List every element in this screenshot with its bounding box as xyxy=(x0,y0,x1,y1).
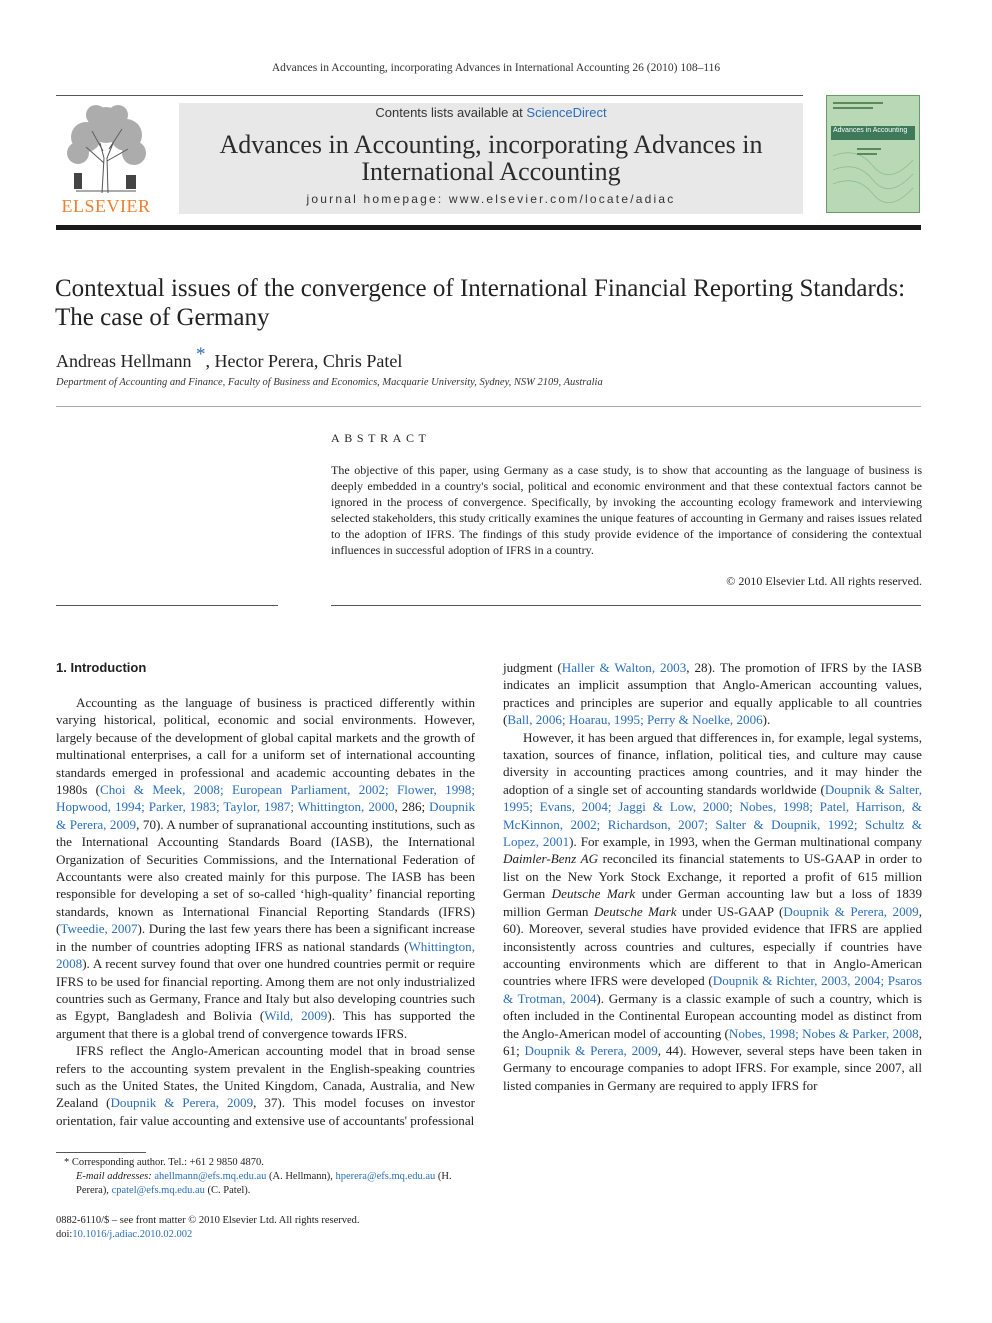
citation-link[interactable]: Doupnik & Salter, 1995; Evans, 2004; Jaggi & Low, 2000; Nobes, 1998; Patel, Harrison, & McKinnon, 2002; Richardson, 2007; Salter & Doupnik, 1992; Schultz & Lopez, 2001 xyxy=(503,781,922,850)
text-run: However, it has been argued that differences in, for example, legal systems, taxation, sources of finance, inflation, political ties, and culture may cause diversity in accounting practices among countries, and it may hinder the adoption of a single set of accounting standards worldwide ( xyxy=(503,729,922,797)
email-link[interactable]: hperera@efs.mq.edu.au xyxy=(335,1171,436,1182)
text-run: ). This has supported the argument that there is a global trend of convergence towards IFRS. xyxy=(56,1008,475,1041)
divider-right xyxy=(331,605,921,606)
paragraph xyxy=(503,729,922,1095)
cover-title-strip xyxy=(831,126,915,140)
journal-title: Advances in Accounting, incorporating Advances in International Accounting xyxy=(219,130,763,186)
email-link[interactable]: cpatel@efs.mq.edu.au xyxy=(111,1185,205,1196)
homepage-link[interactable]: www.elsevier.com/locate/adiac xyxy=(448,192,676,206)
divider-left xyxy=(56,605,278,606)
text-run: , 37). This model focuses on investor orientation, fair value accounting and extensive use of accountants' professional xyxy=(56,1095,475,1128)
text-run: ). xyxy=(762,712,771,728)
authors-rest: , Hector Perera, Chris Patel xyxy=(205,351,403,371)
contents-line xyxy=(179,105,803,120)
masthead-thick-rule xyxy=(56,225,921,230)
abstract-text: The objective of this paper, using Germany as a case study, is to show that accounting as the language of business is deeply embedded in a country's social, political and economic environment and that these contextual factors cannot be ignored in the process of convergence. Specifically, by invoking the accounting ecology framework and interviewing selected stakeholders, this study critically examines the unique features of accounting in Germany and raises issues related to the adoption of IFRS. The findings of this study provide evidence of the importance of considering the contextual influences in successful adoption of IFRS in a country. xyxy=(331,463,922,557)
journal-banner xyxy=(179,103,803,214)
italic-run: Deutsche Mark xyxy=(593,903,677,919)
email-owner: (H. Perera), xyxy=(76,1171,452,1196)
text-run: , 60). Moreover, several studies have provided evidence that IFRS are applied inconsistently across countries and cultures, especially if countries have accounting environments which are different to that in Anglo-American countries where IFRS were developed ( xyxy=(503,903,922,989)
text-run: ). Germany is a classic example of such a country, which is often included in the Continental European accounting model as distinct from the Anglo-American model of accounting ( xyxy=(503,990,922,1041)
contents-prefix: Contents lists available at xyxy=(375,105,527,120)
paragraph-continued xyxy=(503,659,922,729)
running-head: Advances in Accounting, incorporating Advances in International Accounting 26 (2010) 108–116 xyxy=(271,62,721,74)
paragraph xyxy=(56,694,475,1042)
text-run: IFRS reflect the Anglo-American accounting model that in broad sense refers to the accounting system prevalent in the English-speaking countries such as the United States, the United Kingdom, Canada, Australia, and New Zealand ( xyxy=(56,1043,475,1111)
text-run: , 28). The promotion of IFRS by the IASB indicates an implicit assumption that Anglo-American accounting values, practices and principles are superior and equally applicable to all countries ( xyxy=(503,660,923,728)
body-column-right xyxy=(503,659,922,1094)
citation-link[interactable]: Doupnik & Perera, 2009 xyxy=(56,799,475,832)
sciencedirect-link[interactable]: ScienceDirect xyxy=(526,105,607,120)
doi-line xyxy=(56,1228,360,1242)
text-run: , 70). A number of supranational accounting institutions, such as the International Accounting Standards Board (IASB), the International Organization of Securities Commissions, and the International Federation of Accountants were also created mainly for this purpose. The IASB has been responsible for developing a set of so-called ‘high-quality’ financial reporting standards, known as International Financial Reporting Standards (IFRS) ( xyxy=(56,816,475,937)
issn-line: 0882-6110/$ – see front matter © 2010 Elsevier Ltd. All rights reserved. xyxy=(56,1215,360,1226)
text-run: under German accounting law but a loss of 1839 million German xyxy=(503,886,923,919)
text-run: , 61; xyxy=(503,1025,922,1058)
paragraph xyxy=(56,1042,475,1129)
cover-pattern-icon xyxy=(827,96,919,212)
text-run: reconciled its financial statements to US-GAAP in order to list on the New York Stock Exchange, it reported a profit of 615 million German xyxy=(503,851,922,902)
citation-link[interactable]: Doupnik & Richter, 2003, 2004; Psaros & Trotman, 2004 xyxy=(503,973,922,1006)
corresponding-author-marker[interactable]: * xyxy=(195,344,206,365)
journal-cover-image[interactable] xyxy=(826,95,920,213)
citation-link[interactable]: Tweedie, 2007 xyxy=(60,921,138,937)
footnote-emails xyxy=(56,1170,476,1198)
citation-link[interactable]: Ball, 2006; Hoarau, 1995; Perry & Noelke, 2006 xyxy=(507,712,763,728)
doi-link[interactable]: 10.1016/j.adiac.2010.02.002 xyxy=(72,1229,193,1240)
text-run: judgment ( xyxy=(503,660,562,675)
citation-link[interactable]: Nobes, 1998; Nobes & Parker, 2008 xyxy=(728,1025,919,1041)
citation-link[interactable]: Whittington, 2008 xyxy=(56,938,475,972)
text-run: , 44). However, several steps have been taken in Germany to encourage companies to adopt IFRS. For example, since 2007, all listed companies in Germany are required to apply IFRS for xyxy=(503,1042,922,1093)
masthead-top-rule xyxy=(56,95,803,96)
publisher-logo[interactable] xyxy=(56,103,156,215)
citation-link[interactable]: Choi & Meek, 2008; European Parliament, 2002; Flower, 1998; Hopwood, 1994; Parker, 1983; Taylor, 1987; Whittington, 2000 xyxy=(56,782,475,815)
italic-run: Deutsche Mark xyxy=(551,886,636,902)
text-run: , 286; xyxy=(394,799,430,815)
citation-link[interactable]: Doupnik & Perera, 2009 xyxy=(524,1042,658,1058)
section-heading: 1. Introduction xyxy=(56,660,147,675)
email-owner: (A. Hellmann), xyxy=(266,1171,336,1182)
text-run: ). During the last few years there has been a significant increase in the number of countries adopting IFRS as national standards ( xyxy=(56,921,475,954)
authors xyxy=(56,344,402,372)
email-owner: (C. Patel). xyxy=(204,1185,251,1196)
elsevier-wordmark: ELSEVIER xyxy=(61,196,151,216)
copyright: © 2010 Elsevier Ltd. All rights reserved. xyxy=(726,574,922,588)
email-link[interactable]: ahellmann@efs.mq.edu.au xyxy=(154,1171,267,1182)
affiliation: Department of Accounting and Finance, Faculty of Business and Economics, Macquarie University, Sydney, NSW 2109, Australia xyxy=(56,377,603,388)
italic-run: Daimler-Benz AG xyxy=(503,851,599,867)
front-matter xyxy=(56,1214,360,1242)
cover-title: Advances in Accounting xyxy=(833,127,908,134)
text-run: ). For example, in 1993, when the German multinational company xyxy=(569,834,923,850)
text-run: Accounting as the language of business is practiced differently within varying historical, political, economic and social environments. However, largely because of the development of global capital markets and the growth of multinational enterprises, a call for a uniform set of international accounting standards emerged in professional and academic accounting debates in the 1980s ( xyxy=(56,695,475,798)
footnotes xyxy=(56,1156,476,1198)
text-run: under US-GAAP ( xyxy=(676,903,784,919)
author-hellmann: Andreas Hellmann xyxy=(56,351,192,371)
citation-link[interactable]: Wild, 2009 xyxy=(264,1008,328,1024)
divider xyxy=(56,406,921,407)
homepage-prefix: journal homepage: xyxy=(306,192,449,206)
doi-label: doi: xyxy=(56,1229,73,1240)
footnote-rule xyxy=(56,1152,146,1153)
email-label: E-mail addresses: xyxy=(76,1171,152,1182)
citation-link[interactable]: Doupnik & Perera, 2009 xyxy=(783,903,919,919)
citation-link[interactable]: Haller & Walton, 2003 xyxy=(561,660,687,675)
citation-link[interactable]: Doupnik & Perera, 2009 xyxy=(110,1095,254,1111)
body-column-left xyxy=(56,694,475,1129)
journal-homepage xyxy=(179,192,803,206)
abstract-heading: ABSTRACT xyxy=(331,431,431,445)
article-title: Contextual issues of the convergence of International Financial Reporting Standards: The case of Germany xyxy=(55,275,906,331)
text-run: ). A recent survey found that over one hundred countries permit or require IFRS to be used for financial reporting. Among them are not only industrialized countries such as Germany, France and Italy but also developing countries such as Egypt, Bangladesh and Bolivia ( xyxy=(56,956,475,1024)
footnote-corresponding: * Corresponding author. Tel.: +61 2 9850 4870. xyxy=(64,1157,264,1168)
elsevier-tree-icon xyxy=(56,103,156,195)
